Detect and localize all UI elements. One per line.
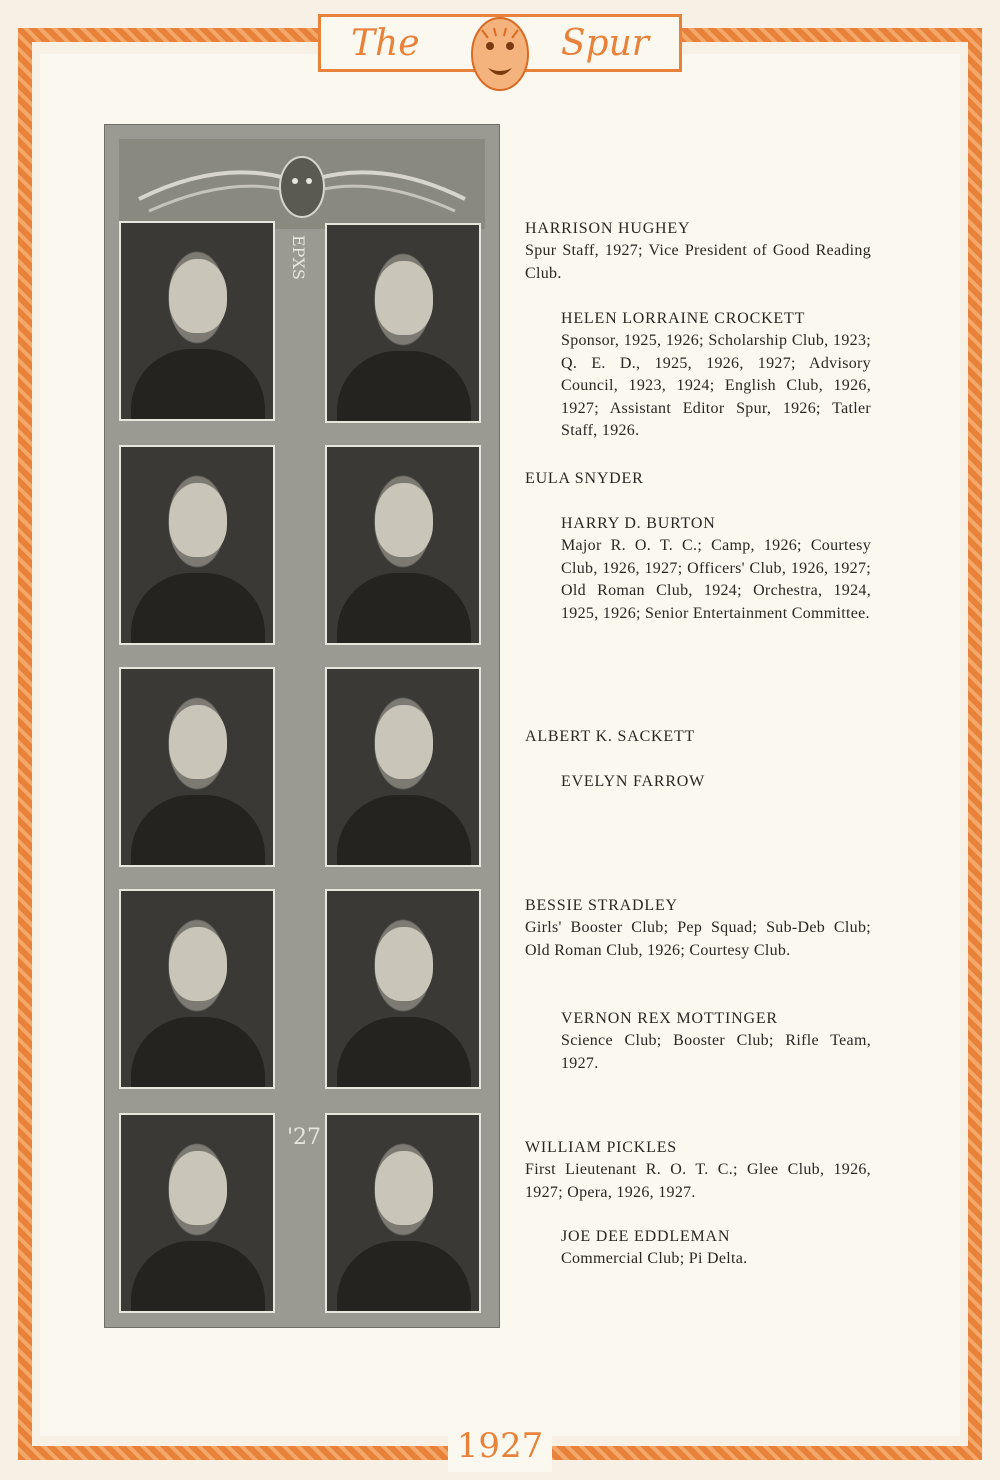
portrait-joe-dee-eddleman xyxy=(325,1113,481,1313)
portrait-harry-d-burton xyxy=(325,445,481,645)
portrait-vernon-rex-mottinger xyxy=(325,889,481,1089)
portrait-evelyn-farrow xyxy=(325,667,481,867)
student-name: JOE DEE EDDLEMAN xyxy=(561,1228,731,1245)
bio-albert-k-sackett xyxy=(525,726,871,748)
portrait-eula-snyder xyxy=(119,445,275,645)
portrait-albert-k-sackett xyxy=(119,667,275,867)
student-name: EVELYN FARROW xyxy=(561,773,706,790)
portrait-william-pickles xyxy=(119,1113,275,1313)
student-name: BESSIE STRADLEY xyxy=(525,897,678,914)
footer-year: 1927 xyxy=(448,1420,552,1472)
bio-harry-d-burton xyxy=(561,513,871,625)
student-activities: First Lieutenant R. O. T. C.; Glee Club, 1926, 1927; Opera, 1926, 1927. xyxy=(525,1161,871,1201)
title-word-the: The xyxy=(351,22,420,64)
portrait-bessie-stradley xyxy=(119,889,275,1089)
student-name: ALBERT K. SACKETT xyxy=(525,728,696,745)
bio-harrison-hughey xyxy=(525,218,871,285)
title-word-spur: Spur xyxy=(560,22,649,64)
year-mark: '27 xyxy=(287,1125,322,1150)
student-activities: Major R. O. T. C.; Camp, 1926; Courtesy Club, 1926, 1927; Officers' Club, 1926, 1927; Old Roman Club, 1924; Orchestra, 1924, 1925, 1926; Senior Entertainment Committee. xyxy=(561,537,871,622)
tiger-crest-icon xyxy=(119,139,485,229)
bio-joe-dee-eddleman xyxy=(561,1226,871,1271)
student-name: EULA SNYDER xyxy=(525,470,644,487)
portrait-helen-lorraine-crockett xyxy=(325,223,481,423)
bio-helen-lorraine-crockett xyxy=(561,308,871,442)
student-activities: Sponsor, 1925, 1926; Scholarship Club, 1923; Q. E. D., 1925, 1926, 1927; Advisory Council, 1923, 1924; English Club, 1926, 1927; Assistant Editor Spur, 1926; Tatler Staff, 1926. xyxy=(561,332,871,440)
student-name: WILLIAM PICKLES xyxy=(525,1139,677,1156)
student-activities: Science Club; Booster Club; Rifle Team, 1927. xyxy=(561,1032,871,1072)
portrait-harrison-hughey xyxy=(119,221,275,421)
tiger-head-icon xyxy=(468,8,532,96)
bio-eula-snyder xyxy=(525,468,871,490)
portrait-panel xyxy=(104,124,500,1328)
student-name: HARRY D. BURTON xyxy=(561,515,716,532)
vertical-monogram: EPXS xyxy=(289,235,308,280)
bio-vernon-rex-mottinger xyxy=(561,1008,871,1075)
student-activities: Commercial Club; Pi Delta. xyxy=(561,1250,748,1268)
student-activities: Spur Staff, 1927; Vice President of Good Reading Club. xyxy=(525,242,871,282)
student-name: HARRISON HUGHEY xyxy=(525,220,691,237)
student-name: HELEN LORRAINE CROCKETT xyxy=(561,310,806,327)
bio-william-pickles xyxy=(525,1137,871,1204)
bio-evelyn-farrow xyxy=(561,771,871,793)
student-activities: Girls' Booster Club; Pep Squad; Sub-Deb Club; Old Roman Club, 1926; Courtesy Club. xyxy=(525,919,871,959)
student-name: VERNON REX MOTTINGER xyxy=(561,1010,778,1027)
bio-bessie-stradley xyxy=(525,895,871,962)
